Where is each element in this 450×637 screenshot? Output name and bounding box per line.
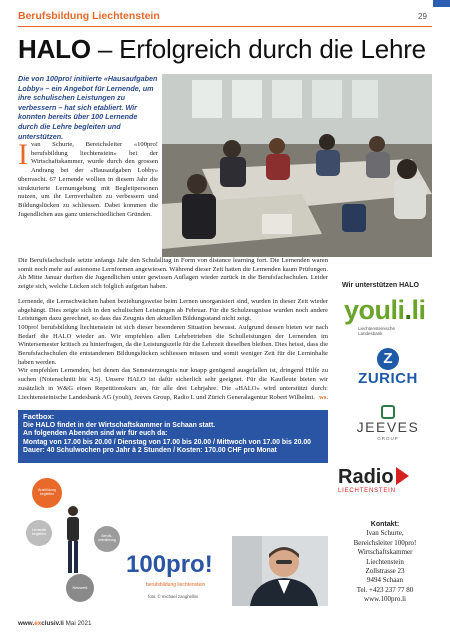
100pro-logo: [126, 552, 213, 578]
paragraph-2: Lernende, die Lernschwächen haben beziehungsweise beim Lernen unorganisiert sind, wurden in dieser Zeit wieder abgehängt. Dies zeigte sich in den schulischen Leistungen ab Februar. Für die Schulzeugnisse wurden noch andere Leistungen dazu gerechnet, so dass das Zeugnis den aktuellen Bildungsstand nicht zeigt.: [18, 297, 328, 323]
bubble-2-line-1: Lernende: [31, 528, 47, 532]
100pro-logo-text: 100pro!: [126, 551, 213, 578]
photo-caption: foto: © michael zanghellini: [148, 594, 199, 599]
100pro-sub: berufsbildung liechtenstein: [146, 582, 206, 588]
radio-sub: LIECHTENSTEIN: [338, 488, 396, 494]
contact-name: Ivan Schurte,: [366, 529, 404, 538]
paragraph-1: Die Berufsfachschule setzte anfangs Jahr den Schulalltag in Form von distance learning fort. Die Lernenden waren somit noch mehr auf autonome Lernformen angewiesen. Während dieser Zeit hatten die Lernenden kaum Prüfungen. Ab Mitte Januar durften die Jugendlichen unter gewissen Auflagen wieder zurück in die Berufsfachschulen. Leider zeigte sich, welche Lücken sich folglich aufgetan haben.: [18, 257, 328, 291]
jeeves-logo: [348, 405, 428, 449]
footer-issue: Mai 2021: [65, 620, 92, 627]
factbox: [18, 410, 328, 463]
factbox-line-4: Dauer: 40 Schulwochen pro Jahr à 2 Stunden / Kosten: 170.00 CHF pro Monat: [23, 447, 277, 455]
radio-logo: [338, 466, 432, 500]
bottom-graphic: [18, 470, 328, 610]
contact-role-1: Bereichsleiter 100pro!: [353, 538, 417, 547]
contact-title: Kontakt:: [370, 521, 400, 528]
classroom-photo: [162, 74, 432, 257]
footer-domain: clusiv.li: [41, 620, 64, 627]
contact-box: [340, 520, 430, 605]
bubble-ausbildung: [32, 478, 62, 508]
contact-web-link[interactable]: www.100pro.li: [364, 595, 406, 604]
contact-role-2: Wirtschaftskammer: [357, 548, 413, 557]
paragraph-4: [18, 367, 328, 402]
youli-sub-2: Landesbank: [358, 331, 383, 336]
zurich-symbol: Z: [377, 348, 399, 370]
portrait-photo: [232, 536, 328, 606]
sponsors-heading: Wir unterstützen HALO: [342, 282, 419, 289]
classroom-illustration: [162, 74, 432, 257]
contact-role-3: Liechtenstein: [366, 557, 404, 566]
paragraph-4-text: Wir empfehlen Lernenden, bei denen das Semesterzeugnis nur knapp genügend ausgefallen ist, dringend Hilfe zu suchen (Notenschnitt bis 4.5). Unsere HALO ist dafür sicherlich sehr geeignet. Für die Kaufleute bieten wir zusätzlich in W&G einen Repetitionskurs an, für alle drei Lehrjahre. Die «HALO» wird unterstützt durch: Liechtensteinische Landesbank AG (youli), Jeeves Group, Radio L und Zürich Generalagentur Robert Wilhelmi.: [18, 367, 328, 401]
footer-accent: ex: [34, 620, 42, 627]
bubble-orientierung: [94, 526, 120, 552]
lead-paragraph: Die von 100pro! initiierte «Hausaufgaben Lobby» – ein Angebot für Lernende, um ihre schulischen Leistungen zu verbessern – hat sich etabliert. Wir konnten bereits über 100 Lernende durch die Lehre begleiten und unterstützen.: [18, 74, 158, 141]
header-rule: [18, 26, 432, 27]
corner-accent: [433, 0, 450, 7]
factbox-line-1: Die HALO findet in der Wirtschaftskammer in Schaan statt.: [23, 421, 216, 429]
bubble-lernende: [26, 520, 52, 546]
headline-strong: HALO: [18, 34, 91, 64]
footer-www: www.: [18, 620, 35, 627]
contact-phone[interactable]: Tel. +423 237 77 80: [356, 585, 414, 594]
dropcap: I: [18, 138, 28, 171]
bubble-1-line-1: Ausbildung: [38, 488, 56, 492]
article-body: [18, 257, 328, 402]
youli-word: youli: [344, 295, 405, 325]
jeeves-emblem-icon: [381, 405, 395, 419]
youli-li: li: [411, 295, 426, 325]
page-number: 29: [418, 12, 427, 21]
headline: [18, 34, 426, 65]
article-first-column: [18, 138, 158, 219]
person-figure-icon: [62, 504, 84, 576]
contact-city: 9494 Schaan: [367, 576, 403, 585]
footer: [18, 620, 92, 627]
youli-dot: .: [404, 295, 412, 325]
jeeves-sub: GROUP: [377, 436, 399, 441]
paragraph-3: 100pro! berufsbildung liechtenstein ist sich dieser besonderen Situation bewusst. Aufgrund dessen bieten wir nach Bedarf die HALO wieder an. Wir empfehlen allen Lehrbetrieben die Schulleistungen der Lernenden im Wintersemester kritisch zu hinterfragen, da die Leistungszeile für die Lehrzeit dieselben bleiben. Dies heisst, dass die Berufsfachschulen die entstandenen Bildungslücken schliessen müssen und somit weniger Zeit für die Lerninhalte haben werden.: [18, 323, 328, 366]
jeeves-name: JEEVES: [356, 419, 420, 435]
headline-rest: – Erfolgreich durch die Lehre: [90, 34, 426, 64]
bubble-3-line-1: Berufs-: [101, 534, 113, 538]
contact-street: Zollstrasse 23: [365, 567, 405, 576]
bubble-1-line-2: begleiten: [39, 492, 55, 497]
youli-sub-1: Liechtensteinische: [358, 326, 396, 331]
end-mark: ws.: [319, 393, 328, 401]
zurich-name: ZURICH: [358, 370, 418, 387]
bubble-3-line-2: orientierung: [98, 538, 116, 543]
first-column-text: van Schurte, Bereichsleiter «100pro! berufsbildung liechtenstein» bei der Wirtschaftskammer, wurde durch den grossen Andrang bei der «Hausaufgaben Lobby» überrascht. 67 Lernende wollten in diesem Jahr die strukturierte Lernumgebung mit Begleitpersonen nutzen, um ihr Lernverhalten zu verbessern und Bildungslücken zu schliessen. Dabei kommen die Jugendlichen aus ganz unterschiedlichen Gründen.: [18, 141, 158, 218]
bubble-2-line-2: begleiten: [32, 532, 46, 537]
youli-logo: [344, 296, 432, 340]
factbox-line-2: An folgenden Abenden sind wir für euch da:: [23, 430, 168, 438]
factbox-title: Factbox:: [23, 412, 55, 421]
zurich-logo: [352, 348, 424, 394]
radio-play-icon: [396, 467, 409, 485]
radio-name: Radio: [338, 466, 394, 488]
portrait-illustration: [232, 536, 328, 606]
bubble-netzwerk: Netzwerk: [66, 574, 94, 602]
factbox-line-3: Montag von 17.00 bis 20.00 / Dienstag von 17.00 bis 20.00 / Mittwoch von 17.00 bis 20.00: [23, 438, 311, 446]
section-label: Berufsbildung Liechtenstein: [18, 10, 160, 22]
